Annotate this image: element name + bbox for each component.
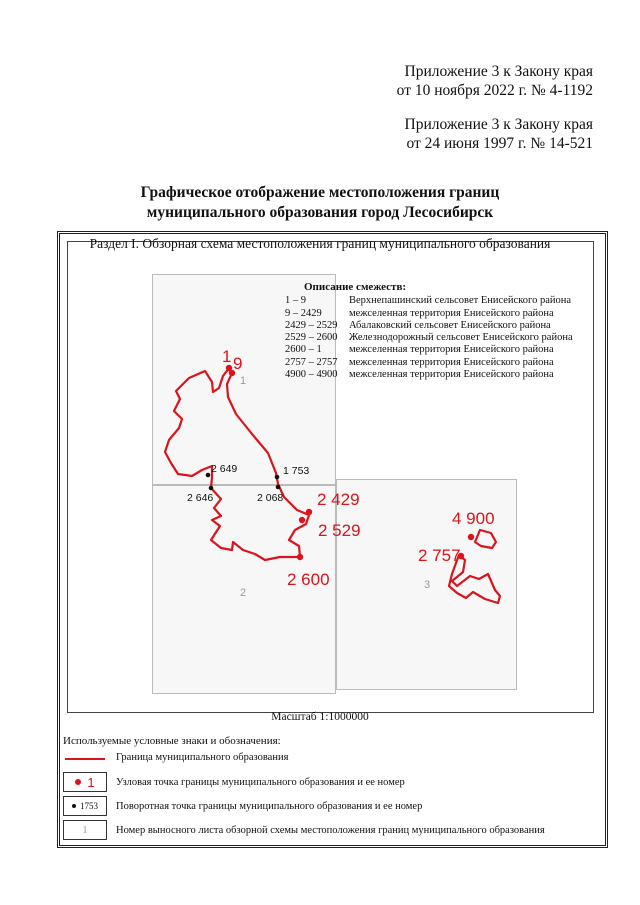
- adjacency-desc: Абалаковский сельсовет Енисейского района: [349, 319, 551, 331]
- adjacency-desc: межселенная территория Енисейского района: [349, 356, 554, 368]
- turn-label-1753: 1 753: [283, 465, 310, 477]
- sheet-number-3: 3: [424, 579, 431, 591]
- turn-point-1753: [275, 475, 280, 480]
- node-label-4900: 4 900: [452, 509, 495, 528]
- node-point-2600: [297, 554, 303, 560]
- map-scale: Масштаб 1:1000000: [271, 711, 369, 723]
- node-dot-icon: [75, 779, 81, 785]
- node-label-2600: 2 600: [287, 570, 330, 589]
- adjacency-title: Описание смежеств:: [304, 281, 407, 293]
- legend-item-node-point: [63, 771, 405, 793]
- adjacency-range: 4900 – 4900: [285, 369, 338, 381]
- legend-sample-turn-point: [63, 796, 107, 816]
- sheet-number-1: 1: [240, 375, 247, 387]
- adjacency-desc: межселенная территория Енисейского района: [349, 307, 554, 319]
- adjacency-desc: Верхнепашинский сельсовет Енисейского района: [349, 295, 572, 307]
- node-label-1: 1: [222, 347, 232, 366]
- legend-sample-text: 1753: [80, 801, 98, 811]
- legend-title: Используемые условные знаки и обозначения:: [63, 735, 281, 747]
- legend-sample-sheet-number: [63, 820, 107, 840]
- node-label-9: 9: [233, 354, 243, 373]
- header-line: от 10 ноября 2022 г. № 4-1192: [396, 82, 593, 99]
- adjacency-range: 1 – 9: [285, 295, 306, 307]
- turn-label-2649: 2 649: [211, 463, 238, 475]
- adjacency-desc: межселенная территория Енисейского района: [349, 344, 554, 356]
- node-label-2429: 2 429: [317, 490, 360, 509]
- legend-text: Граница муниципального образования: [116, 751, 289, 763]
- header-line: Приложение 3 к Закону края: [404, 116, 593, 133]
- municipal-boundary-exclave-4900: [475, 530, 496, 548]
- legend-text: Номер выносного листа обзорной схемы местоположения границ муниципального образования: [116, 824, 545, 836]
- legend-item-boundary: [63, 746, 288, 768]
- adjacency-range: 2600 – 1: [285, 344, 322, 356]
- adjacency-range: 2429 – 2529: [285, 319, 338, 331]
- legend-sample-boundary: [63, 747, 107, 767]
- adjacency-range: 2757 – 2757: [285, 356, 338, 368]
- node-point-2529: [299, 517, 305, 523]
- section-title: Раздел I. Обзорная схема местоположения границ муниципального образования: [89, 236, 551, 251]
- legend-sample-text: 1: [87, 774, 95, 790]
- adjacency-desc: межселенная территория Енисейского района: [349, 369, 554, 381]
- node-point-2429: [306, 509, 312, 515]
- title-line: Графическое отображение местоположения границ: [140, 184, 500, 201]
- turn-label-2068: 2 068: [257, 492, 284, 504]
- sheet-number-2: 2: [240, 587, 247, 599]
- legend-item-sheet-number: [63, 819, 545, 841]
- legend-sample-node-point: [63, 772, 107, 792]
- legend-sample-text: 1: [82, 824, 88, 836]
- turn-point-2649: [206, 473, 211, 478]
- turn-label-2646: 2 646: [187, 492, 214, 504]
- adjacency-desc: Железнодорожный сельсовет Енисейского района: [349, 332, 573, 344]
- title-line: муниципального образования город Лесосибирск: [146, 204, 494, 221]
- adjacency-range: 2529 – 2600: [285, 332, 338, 344]
- turn-dot-icon: [72, 804, 76, 808]
- turn-point-2068: [276, 485, 281, 490]
- node-label-2529: 2 529: [318, 521, 361, 540]
- legend-text: Поворотная точка границы муниципального образования и ее номер: [116, 800, 423, 812]
- header-line: Приложение 3 к Закону края: [404, 63, 593, 80]
- node-point-4900: [468, 534, 474, 540]
- adjacency-range: 9 – 2429: [285, 307, 322, 319]
- header-line: от 24 июня 1997 г. № 14-521: [406, 135, 593, 152]
- node-label-2757: 2 757: [418, 546, 461, 565]
- turn-point-2646: [209, 486, 214, 491]
- legend-item-turn-point: [63, 795, 422, 817]
- legend-text: Узловая точка границы муниципального образования и ее номер: [116, 776, 405, 788]
